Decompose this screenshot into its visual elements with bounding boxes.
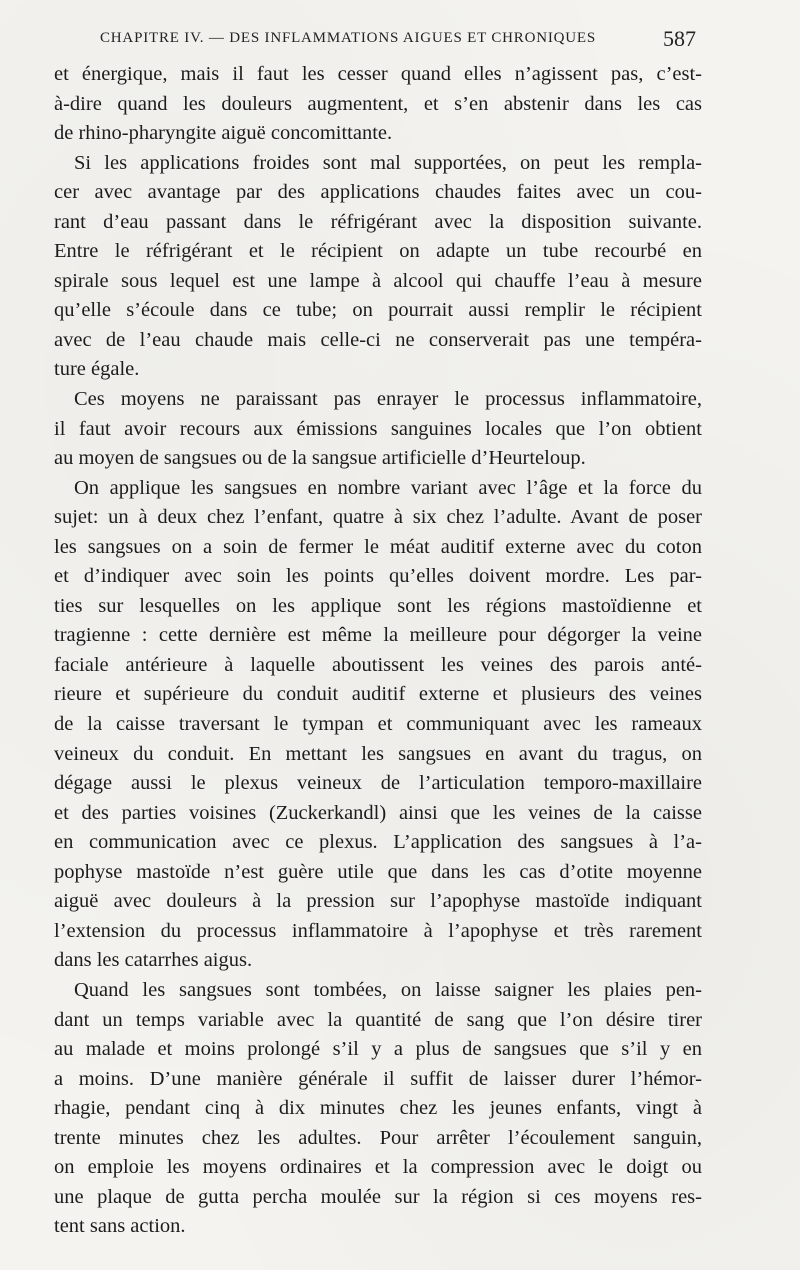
text-line: a moins. D’une manière générale il suffit de laisser durer l’hémor- <box>54 1067 702 1090</box>
text-line: rieure et supérieure du conduit auditif externe et plusieurs des veines <box>54 683 702 706</box>
text-line: rhagie, pendant cinq à dix minutes chez les jeunes enfants, vingt à <box>54 1097 702 1120</box>
text-line: et d’indiquer avec soin les points qu’elles doivent mordre. Les par- <box>54 565 702 588</box>
text-line: au malade et moins prolongé s’il y a plus de sangsues que s’il y en <box>54 1038 702 1061</box>
text-line: et énergique, mais il faut les cesser quand elles n’agissent pas, c’est- <box>54 63 702 85</box>
text-line: à-dire quand les douleurs augmentent, et s’en abstenir dans les cas <box>54 92 702 115</box>
running-title: CHAPITRE IV. — DES INFLAMMATIONS AIGUES ET CHRONIQUES <box>100 30 597 46</box>
text-line: dant un temps variable avec la quantité de sang que l’on désire tirer <box>54 1008 702 1031</box>
text-line: tragienne : cette dernière est même la meilleure pour dégorger la veine <box>54 624 702 647</box>
text-line: tent sans action. <box>54 1215 186 1238</box>
text-line: sujet: un à deux chez l’enfant, quatre à six chez l’adulte. Avant de poser <box>54 506 702 529</box>
text-line: on emploie les moyens ordinaires et la compression avec le doigt ou <box>54 1156 702 1179</box>
text-line: avec de l’eau chaude mais celle-ci ne conserverait pas une tempéra- <box>54 328 702 351</box>
text-line: faciale antérieure à laquelle aboutissent les veines des parois anté- <box>54 653 702 676</box>
page-header <box>100 26 696 56</box>
text-line: pophyse mastoïde n’est guère utile que dans les cas d’otite moyenne <box>54 860 702 883</box>
text-line: l’extension du processus inflammatoire à l’apophyse et très rarement <box>54 919 702 942</box>
text-line: il faut avoir recours aux émissions sanguines locales que l’on obtient <box>54 417 702 440</box>
text-line: dégage aussi le plexus veineux de l’articulation temporo-maxillaire <box>54 772 702 795</box>
text-line: en communication avec ce plexus. L’application des sangsues à l’a- <box>54 831 702 854</box>
text-line: de la caisse traversant le tympan et communiquant avec les rameaux <box>54 713 702 736</box>
text-line: Si les applications froides sont mal supportées, on peut les rempla- <box>74 151 702 174</box>
text-line: au moyen de sangsues ou de la sangsue artificielle d’Heurteloup. <box>54 447 586 470</box>
text-line: les sangsues on a soin de fermer le méat auditif externe avec du coton <box>54 535 702 558</box>
text-line: et des parties voisines (Zuckerkandl) ainsi que les veines de la caisse <box>54 801 702 824</box>
page-number: 587 <box>663 26 696 51</box>
body-text <box>54 60 702 1242</box>
text-line: une plaque de gutta percha moulée sur la région si ces moyens res- <box>54 1185 702 1208</box>
text-line: Entre le réfrigérant et le récipient on adapte un tube recourbé en <box>54 240 702 263</box>
text-line: rant d’eau passant dans le réfrigérant avec la disposition suivante. <box>54 210 702 233</box>
text-line: On applique les sangsues en nombre variant avec l’âge et la force du <box>74 476 702 499</box>
text-line: aiguë avec douleurs à la pression sur l’apophyse mastoïde indiquant <box>54 890 702 913</box>
text-line: trente minutes chez les adultes. Pour arrêter l’écoulement sanguin, <box>54 1126 702 1149</box>
text-line: veineux du conduit. En mettant les sangsues en avant du tragus, on <box>54 742 702 765</box>
text-line: Quand les sangsues sont tombées, on laisse saigner les plaies pen- <box>74 978 702 1001</box>
text-line: qu’elle s’écoule dans ce tube; on pourrait aussi remplir le récipient <box>54 299 702 322</box>
text-line: cer avec avantage par des applications chaudes faites avec un cou- <box>54 181 702 204</box>
text-line: dans les catarrhes aigus. <box>54 949 253 972</box>
text-line: ties sur lesquelles on les applique sont les régions mastoïdienne et <box>54 594 702 617</box>
text-line: Ces moyens ne paraissant pas enrayer le processus inflammatoire, <box>74 388 702 411</box>
text-line: ture égale. <box>54 358 140 381</box>
text-line: de rhino-pharyngite aiguë concomittante. <box>54 122 393 145</box>
text-line: spirale sous lequel est une lampe à alcool qui chauffe l’eau à mesure <box>54 269 702 292</box>
